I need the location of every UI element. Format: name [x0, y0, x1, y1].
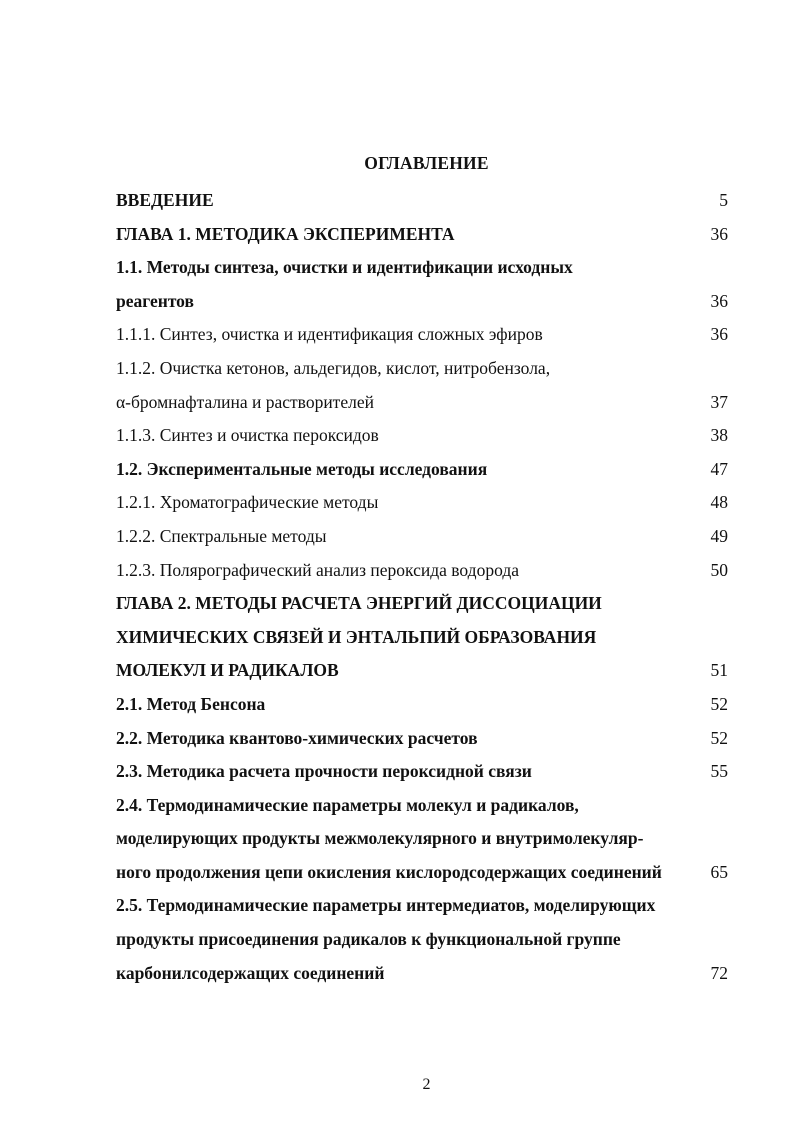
toc-entry-text: ГЛАВА 1. МЕТОДИКА ЭКСПЕРИМЕНТА	[116, 223, 455, 244]
toc-entry-line	[116, 453, 728, 487]
toc-entry-line	[116, 957, 728, 991]
toc-entry-text: 1.2.3. Полярографический анализ пероксида водорода	[116, 559, 519, 580]
toc-entry-line	[116, 755, 728, 789]
toc-entry-text: ВВЕДЕНИЕ	[116, 190, 214, 210]
toc-entry-text: продукты присоединения радикалов к функциональной группе	[116, 929, 621, 950]
toc-entry-line	[116, 621, 728, 655]
toc-entry-text: α-бромнафталина и растворителей	[116, 391, 374, 412]
toc-entry-page: 48	[710, 492, 728, 513]
toc-entry-page: 52	[710, 727, 728, 748]
toc-entry-text: моделирующих продукты межмолекулярного и внутримолекуляр-	[116, 828, 644, 849]
toc-entry-page: 36	[710, 223, 728, 244]
toc-entry-text: 2.2. Методика квантово-химических расчетов	[116, 727, 478, 748]
toc-entry-page: 5	[719, 190, 728, 210]
page-title: ОГЛАВЛЕНИЕ	[364, 153, 489, 173]
toc-entry-text: 2.1. Метод Бенсона	[116, 693, 266, 714]
toc-entry-page: 36	[710, 324, 728, 345]
toc-entry-text: 2.3. Методика расчета прочности пероксидной связи	[116, 761, 532, 782]
toc-entry-text: карбонилсодержащих соединений	[116, 962, 385, 983]
toc-entry-line	[116, 218, 728, 252]
toc-entry-text: МОЛЕКУЛ И РАДИКАЛОВ	[116, 660, 339, 681]
toc-entry-text: 1.2. Экспериментальные методы исследования	[116, 458, 488, 479]
toc-entry-text: ного продолжения цепи окисления кислородсодержащих соединений	[116, 861, 662, 882]
toc-entry-text: 1.2.1. Хроматографические методы	[116, 492, 379, 513]
toc-entry-line	[116, 822, 728, 856]
toc-entry-line	[116, 889, 728, 923]
toc-entry-page: 72	[710, 962, 728, 983]
toc-entry-line	[116, 352, 728, 386]
toc-entry-text: 1.1. Методы синтеза, очистки и идентификации исходных	[116, 257, 573, 278]
toc-entry-text: ХИМИЧЕСКИХ СВЯЗЕЙ И ЭНТАЛЬПИЙ ОБРАЗОВАНИЯ	[116, 626, 597, 647]
toc-entry-text: ГЛАВА 2. МЕТОДЫ РАСЧЕТА ЭНЕРГИЙ ДИССОЦИАЦИИ	[116, 593, 602, 614]
toc-entry-page: 50	[710, 559, 728, 580]
toc-entry-line	[116, 251, 728, 285]
toc-entry-text: 1.1.2. Очистка кетонов, альдегидов, кислот, нитробензола,	[116, 357, 551, 378]
toc-entry-text: 1.1.1. Синтез, очистка и идентификация сложных эфиров	[116, 324, 543, 345]
toc-entry-line	[116, 554, 728, 588]
toc-entry-line	[116, 318, 728, 352]
toc-entry-line	[116, 184, 728, 218]
toc-entry-line	[116, 520, 728, 554]
toc-entry-page: 49	[710, 525, 728, 546]
toc-entry-line	[116, 722, 728, 756]
toc-entry-line	[116, 486, 728, 520]
page-number: 2	[422, 1076, 431, 1093]
toc-entry-line	[116, 654, 728, 688]
toc-entry-line	[116, 587, 728, 621]
toc-entry-line	[116, 285, 728, 319]
toc-entry-text: 2.5. Термодинамические параметры интермедиатов, моделирующих	[116, 895, 656, 916]
toc-entry-page: 47	[710, 458, 728, 479]
toc-entry-line	[116, 688, 728, 722]
toc-entry-line	[116, 923, 728, 957]
table-of-contents	[116, 184, 728, 990]
toc-entry-page: 37	[710, 391, 728, 412]
toc-entry-page: 36	[710, 290, 728, 311]
toc-entry-line	[116, 789, 728, 823]
toc-entry-line	[116, 386, 728, 420]
toc-entry-page: 52	[710, 693, 728, 714]
toc-entry-text: 2.4. Термодинамические параметры молекул и радикалов,	[116, 794, 579, 815]
toc-entry-page: 55	[710, 761, 728, 782]
toc-entry-text: 1.1.3. Синтез и очистка пероксидов	[116, 425, 379, 446]
toc-entry-text: 1.2.2. Спектральные методы	[116, 525, 327, 546]
toc-entry-page: 65	[710, 861, 728, 882]
toc-entry-page: 38	[710, 425, 728, 446]
toc-entry-line	[116, 856, 728, 890]
toc-entry-line	[116, 419, 728, 453]
toc-entry-page: 51	[710, 660, 728, 681]
toc-entry-text: реагентов	[116, 290, 194, 311]
